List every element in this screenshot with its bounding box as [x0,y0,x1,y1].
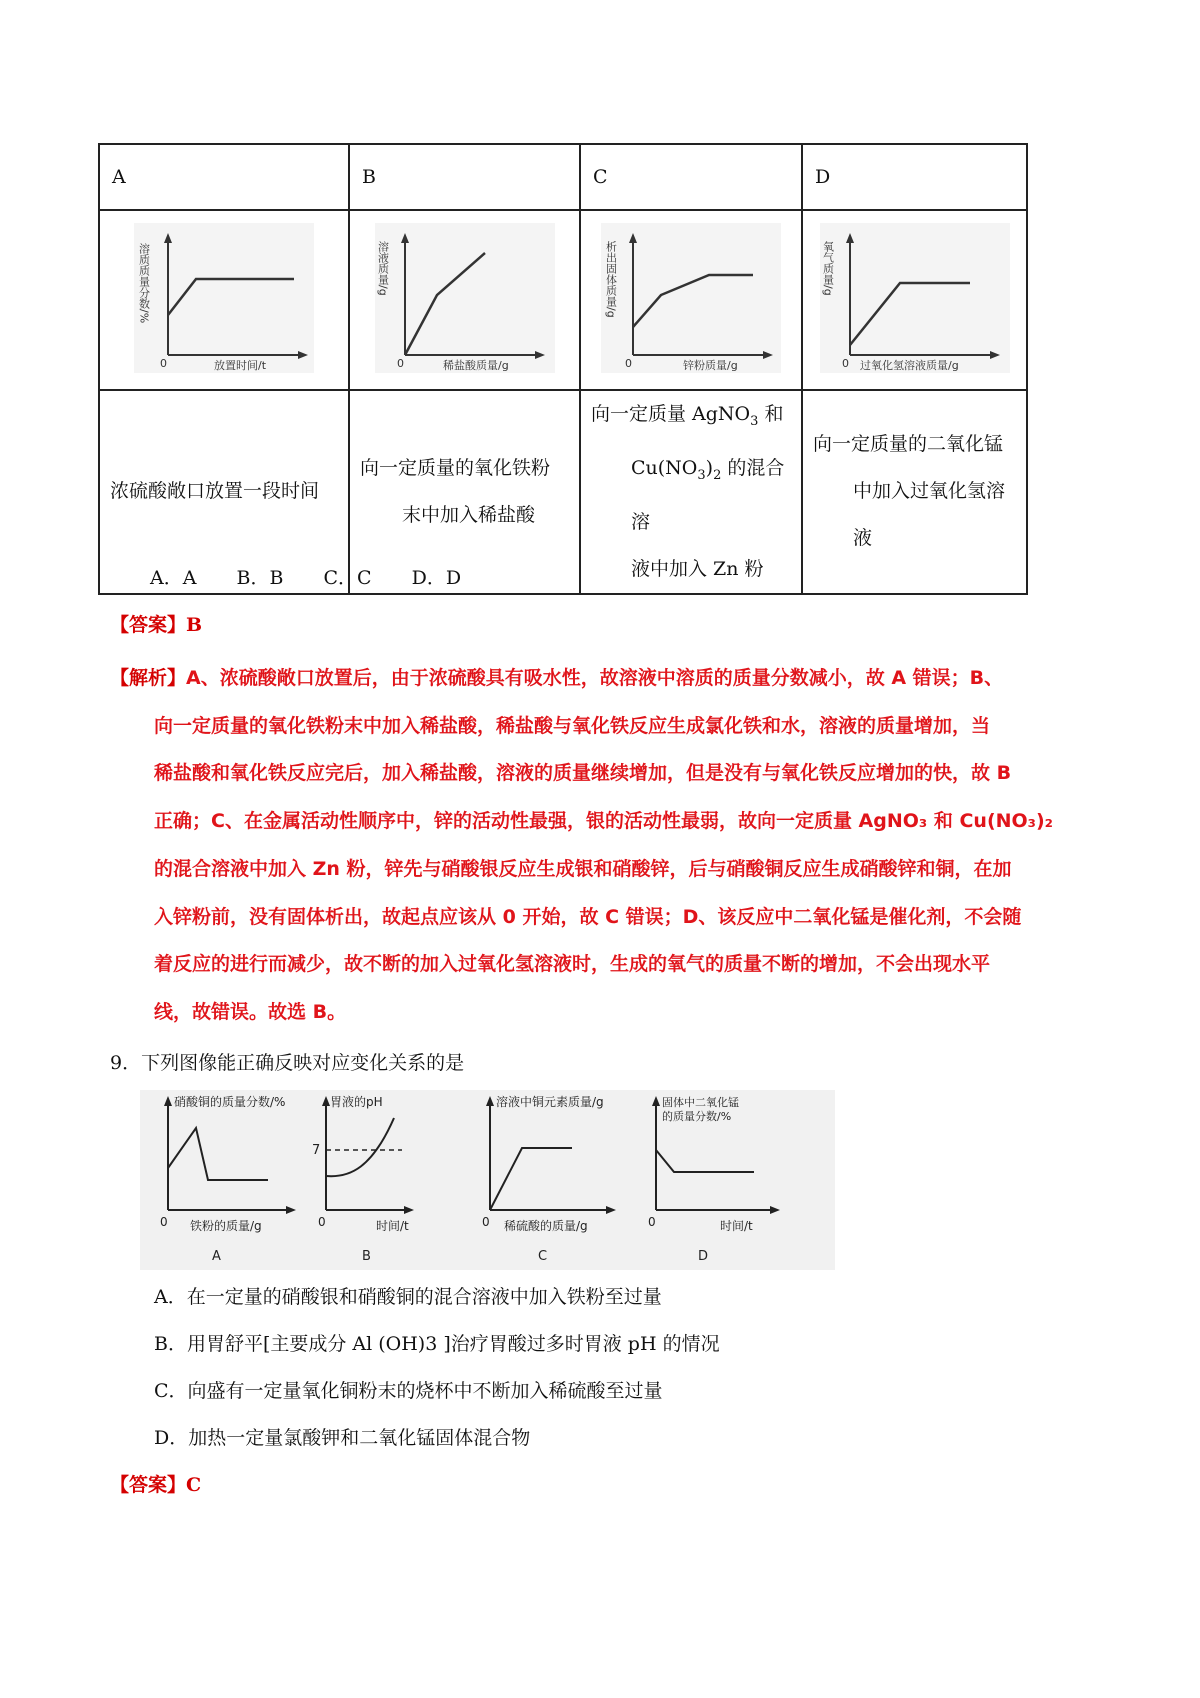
q9-graph-b [312,1094,414,1264]
graph-c-ylabel: 析出固体质量/g [604,241,618,318]
graph-c-origin: 0 [625,357,632,370]
q8-option-b: B．B [236,567,284,589]
svg-text:0: 0 [648,1215,656,1229]
graph-d [820,223,1010,373]
graph-b [375,223,555,373]
q9-graph-b-ylabel: 胃液的pH [330,1095,383,1109]
q9-graph-a-ylabel: 硝酸铜的质量分数/% [174,1095,286,1109]
desc-a: 浓硫酸敞口放置一段时间 [99,390,349,594]
question-8-table [98,143,1028,595]
desc-c: 向一定质量 AgNO$_3$ 和 $Cu(NO_3)_2$ 的混合溶 液中加入 Zn 粉 [580,390,802,594]
q8-answer: 【答案】B [110,614,203,636]
q8-option-a: A．A [150,567,197,589]
graph-b-origin: 0 [396,357,404,370]
graph-cell-c [580,210,802,390]
q9-graph-a-tag: A [212,1249,221,1264]
graph-a-origin: 0 [160,357,167,370]
q9-graph-d-tag: D [698,1249,709,1264]
graph-c [601,223,781,373]
q9-graph-c-xlabel: 稀硫酸的质量/g [504,1219,588,1233]
graph-b-xlabel: 稀盐酸质量/g [442,359,509,372]
q9-stem: 9．下列图像能正确反映对应变化关系的是 [110,1052,465,1074]
q8-option-c: C．C [323,567,372,589]
graph-c-xlabel: 锌粉质量/g [683,359,738,372]
q9-graph-c-tag: C [538,1249,548,1264]
svg-text:0: 0 [318,1215,326,1229]
q9-graph-b-xlabel: 时间/t [376,1219,409,1233]
q9-graph-d-ylabel1: 固体中二氧化锰 [662,1096,739,1109]
header-c: C [580,144,802,210]
graph-d-xlabel: 过氧化氢溶液质量/g [859,359,959,372]
graph-a-xlabel: 放置时间/t [214,359,267,372]
q9-option-c: C．向盛有一定量氧化铜粉末的烧杯中不断加入稀硫酸至过量 [154,1380,663,1402]
graph-d-origin: 0 [841,357,849,370]
q9-answer: 【答案】C [110,1474,202,1496]
graph-cell-a [99,210,349,390]
q9-graph-a-xlabel: 铁粉的质量/g [190,1219,262,1233]
svg-text:0: 0 [482,1215,490,1229]
q9-graph-d [648,1095,780,1264]
q8-options [150,563,495,590]
q9-option-b: B．用胃舒平[主要成分 Al (OH)3 ]治疗胃酸过多时胃液 pH 的情况 [154,1333,720,1355]
header-d: D [802,144,1027,210]
explanation-label: 【解析】 [110,667,187,689]
q9-graph-d-xlabel: 时间/t [720,1219,753,1233]
q9-graph-d-ylabel2: 的质量分数/% [662,1110,732,1123]
q9-graphs [140,1090,835,1270]
desc-d: 向一定质量的二氧化锰 中加入过氧化氢溶 液 [802,390,1027,594]
q9-graph-c-ylabel: 溶液中铜元素质量/g [496,1095,604,1109]
q8-option-d: D．D [411,567,462,589]
graph-d-ylabel: 氧气质量/g [821,241,834,296]
graph-a-ylabel: 溶质质量分数/% [137,243,151,324]
svg-text:0: 0 [160,1215,168,1229]
q8-explanation: 【解析】A、浓硫酸敞口放置后，由于浓硫酸具有吸水性，故溶液中溶质的质量分数减小，故 A 错误；B、 向一定质量的氧化铁粉末中加入稀盐酸，稀盐酸与氧化铁反应生成氯化铁和水，溶液的质量增加，当 稀盐酸和氧化铁反应完后，加入稀盐酸，溶液的质量继续增加，但是没有与氧化铁反应增加的快，故 B 正确；C、在金属活动性顺序中，锌的活动性最强，银的活动性最弱，故向一定质量 AgNO₃ 和 Cu(NO₃)₂ 的混合溶液中加入 Zn 粉，锌先与硝酸银反应生成银和硝酸锌，后与硝酸铜反应生成硝酸锌和铜，在加 入锌粉前，没有固体析出，故起点应该从 0 开始，故 C 错误；D、该反应中二氧化锰是催化剂，不会随 着反应的进行而减少，故不断的加入过氧化氢溶液时，生成的氧气的质量不断的增加，不会出现水平 线，故错误。故选 B。 [110,667,1054,1023]
header-a: A [99,144,349,210]
desc-b: 向一定质量的氧化铁粉 末中加入稀盐酸 [349,390,580,594]
graph-b-ylabel: 溶液质量/g [376,241,389,296]
q9-option-d: D．加热一定量氯酸钾和二氧化锰固体混合物 [154,1427,531,1449]
q9-option-a: A．在一定量的硝酸银和硝酸铜的混合溶液中加入铁粉至过量 [154,1286,662,1308]
q9-graph-c [482,1094,616,1264]
graph-a [134,223,314,373]
q9-graph-b-tag: B [362,1249,371,1264]
graph-cell-d [802,210,1027,390]
q9-graph-b-ph7: 7 [312,1143,321,1158]
graph-cell-b [349,210,580,390]
header-b: B [349,144,580,210]
q9-graph-a [160,1094,296,1264]
